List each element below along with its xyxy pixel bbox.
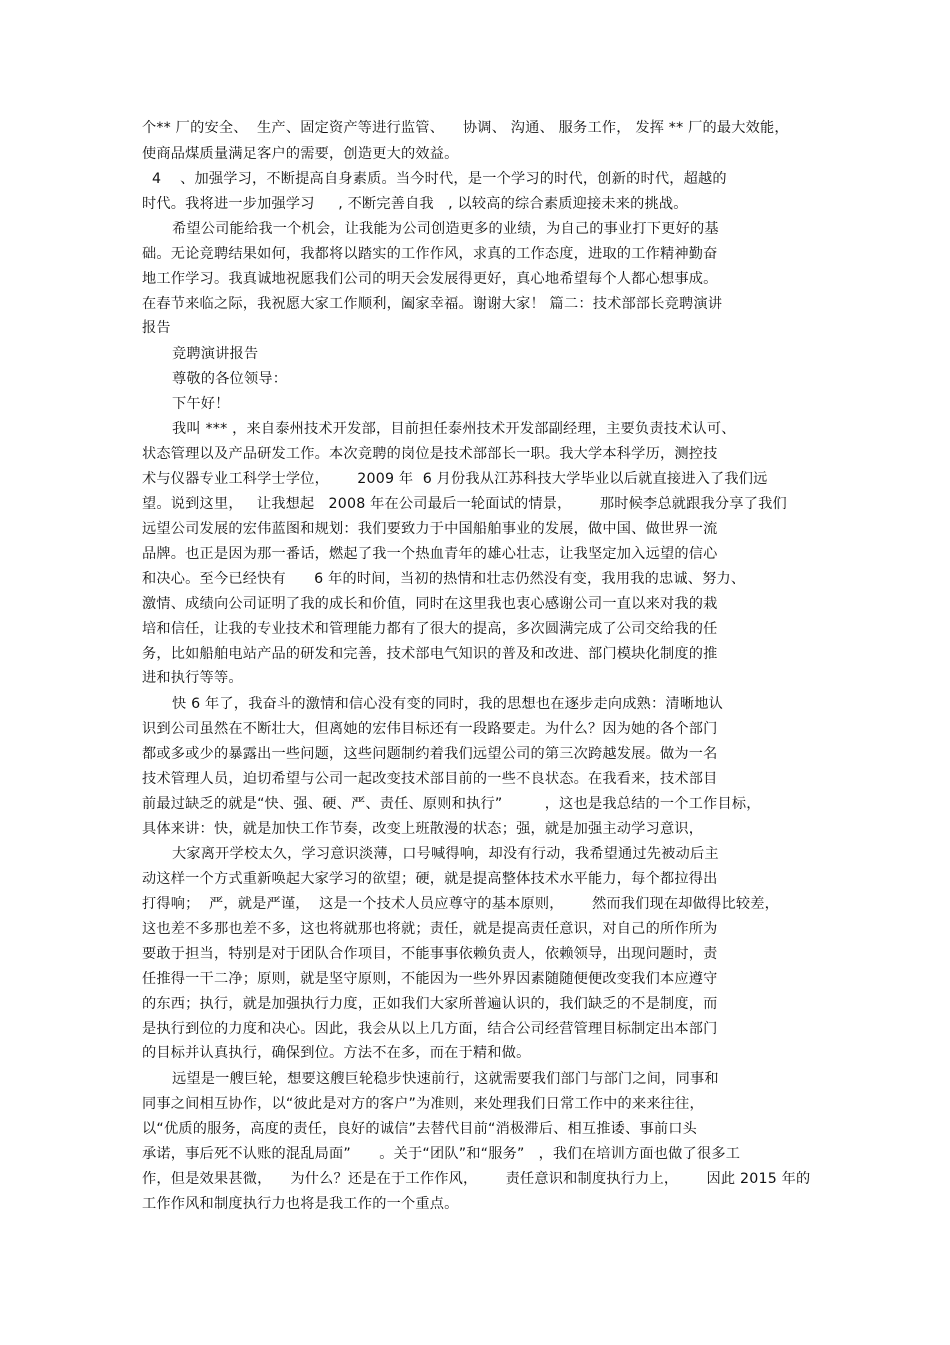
text-line: 务，比如船舶电站产品的研发和完善，技术部电气知识的普及和改进、部门模块化制度的推	[142, 646, 718, 662]
text-line: 我叫 *** ，来自泰州技术开发部，目前担任泰州技术开发部副经理，主要负责技术认可、	[172, 421, 736, 437]
text-line: 远望公司发展的宏伟蓝图和规划：我们要致力于中国船舶事业的发展，做中国、做世界一流	[142, 521, 718, 537]
text-line: 要敢于担当，特别是对于团队合作项目，不能事事依赖负责人，依赖领导，出现问题时，责	[142, 946, 718, 962]
text-line: 培和信任，让我的专业技术和管理能力都有了很大的提高，多次圆满完成了公司交给我的任	[142, 621, 718, 637]
text-line: 的目标并认真执行，确保到位。方法不在多，而在于精和做。	[142, 1045, 531, 1061]
text-line: 作，但是效果甚微， 为什么？还是在于工作作风， 责任意识和制度执行力上， 因此 2015 年的	[142, 1171, 811, 1187]
text-line: 这也差不多那也差不多，这也将就那也将就；责任，就是提高责任意识，对自己的所作所为	[142, 921, 718, 937]
text-line: 在春节来临之际，我祝愿大家工作顺利，阖家幸福。谢谢大家！ 篇二：技术部部长竞聘演讲	[142, 296, 723, 312]
text-line: 的东西；执行，就是加强执行力度，正如我们大家所普遍认识的，我们缺乏的不是制度，而	[142, 996, 718, 1012]
text-line: 承诺，事后死不认账的混乱局面” 。关于“团队”和“服务” ，我们在培训方面也做了很多工	[142, 1146, 741, 1162]
text-line: 下午好！	[172, 396, 230, 412]
text-line: 4 、加强学习，不断提高自身素质。当今时代，是一个学习的时代，创新的时代，超越的	[152, 171, 727, 187]
text-line: 远望是一艘巨轮，想要这艘巨轮稳步快速前行，这就需要我们部门与部门之间，同事和	[172, 1071, 719, 1087]
text-line: 工作作风和制度执行力也将是我工作的一个重点。	[142, 1196, 459, 1212]
text-line: 个** 厂的安全、 生产、固定资产等进行监管、 协调、 沟通、 服务工作， 发挥 ** 厂的最大效能，	[142, 120, 789, 136]
text-line: 动这样一个方式重新唤起大家学习的欲望；硬，就是提高整体技术水平能力，每个都拉得出	[142, 871, 718, 887]
text-line: 竞聘演讲报告	[172, 346, 259, 362]
text-line: 具体来讲：快，就是加快工作节奏，改变上班散漫的状态；强，就是加强主动学习意识，	[142, 821, 704, 837]
text-line: 使商品煤质量满足客户的需要，创造更大的效益。	[142, 146, 459, 162]
text-line: 快 6 年了，我奋斗的激情和信心没有变的同时，我的思想也在逐步走向成熟：清晰地认	[172, 696, 723, 712]
text-line: 尊敬的各位领导：	[172, 371, 288, 387]
text-line: 大家离开学校太久，学习意识淡薄，口号喊得响，却没有行动，我希望通过先被动后主	[172, 846, 719, 862]
text-line: 激情、成绩向公司证明了我的成长和价值，同时在这里我也衷心感谢公司一直以来对我的栽	[142, 596, 718, 612]
text-line: 础。无论竞聘结果如何，我都将以踏实的工作作风，求真的工作态度，进取的工作精神勤奋	[142, 246, 718, 262]
text-line: 是执行到位的力度和决心。因此，我会从以上几方面，结合公司经营管理目标制定出本部门	[142, 1021, 718, 1037]
text-line: 同事之间相互协作，以“彼此是对方的客户”为准则，来处理我们日常工作中的来来往往，	[142, 1096, 704, 1112]
text-line: 前最过缺乏的就是“快、强、硬、严、责任、原则和执行” ，这也是我总结的一个工作目标，	[142, 796, 761, 812]
text-line: 希望公司能给我一个机会，让我能为公司创造更多的业绩，为自己的事业打下更好的基	[172, 221, 719, 237]
text-line: 品牌。也正是因为那一番话，燃起了我一个热血青年的雄心壮志，让我坚定加入远望的信心	[142, 546, 718, 562]
text-line: 地工作学习。我真诚地祝愿我们公司的明天会发展得更好，真心地希望每个人都心想事成。	[142, 271, 718, 287]
text-line: 进和执行等等。	[142, 670, 243, 686]
text-line: 识到公司虽然在不断壮大，但离她的宏伟目标还有一段路要走。为什么？因为她的各个部门	[142, 721, 718, 737]
text-line: 状态管理以及产品研发工作。本次竞聘的岗位是技术部部长一职。我大学本科学历，测控技	[142, 446, 718, 462]
text-line: 任推得一干二净；原则，就是坚守原则，不能因为一些外界因素随随便便改变我们本应遵守	[142, 971, 718, 987]
text-line: 都或多或少的暴露出一些问题，这些问题制约着我们远望公司的第三次跨越发展。做为一名	[142, 746, 718, 762]
text-line: 时代。我将进一步加强学习 , 不断完善自我 , 以较高的综合素质迎接未来的挑战。	[142, 196, 688, 212]
text-line: 以“优质的服务，高度的责任，良好的诚信”去替代目前“消极滞后、相互推诿、事前口头	[142, 1121, 697, 1137]
text-line: 和决心。至今已经快有 6 年的时间，当初的热情和壮志仍然没有变，我用我的忠诚、努力、	[142, 571, 746, 587]
text-line: 技术管理人员，迫切希望与公司一起改变技术部目前的一些不良状态。在我看来，技术部目	[142, 771, 718, 787]
text-line: 打得响； 严，就是严谨， 这是一个技术人员应尊守的基本原则， 然而我们现在却做得比较差，	[142, 896, 779, 912]
text-line: 术与仪器专业工科学士学位， 2009 年 6 月份我从江苏科技大学毕业以后就直接进入了我们远	[142, 471, 768, 487]
text-line: 报告	[142, 320, 171, 336]
text-line: 望。说到这里， 让我想起 2008 年在公司最后一轮面试的情景， 那时候李总就跟我分享了我们	[142, 496, 787, 512]
